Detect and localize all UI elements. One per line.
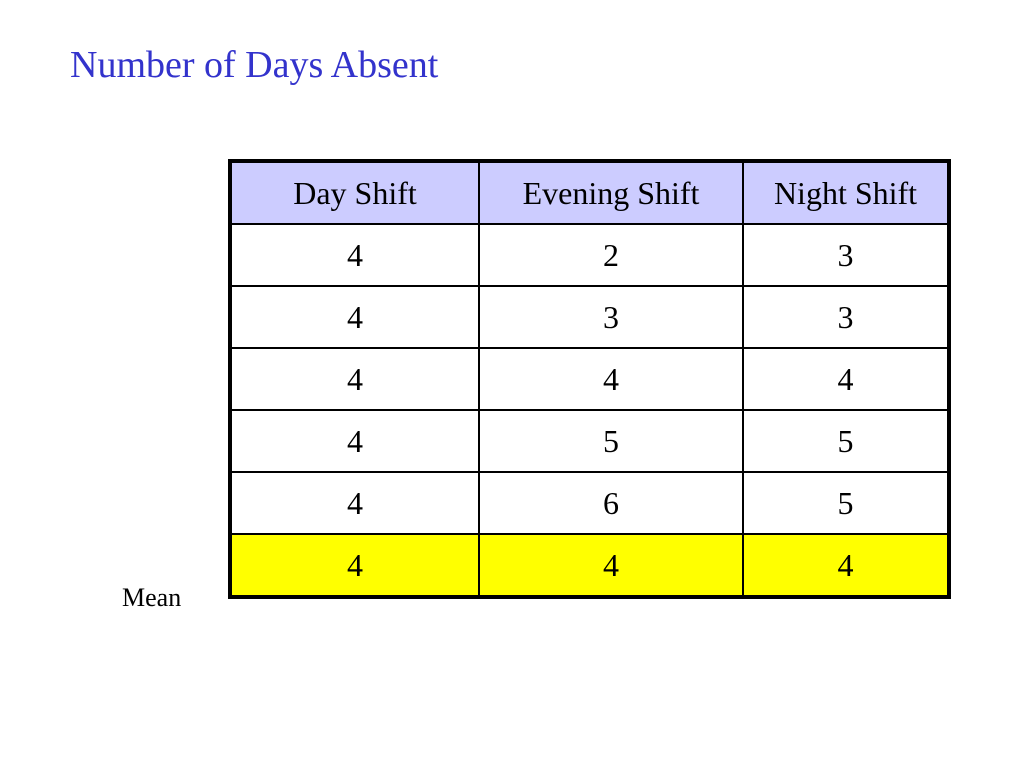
mean-row-label: Mean	[122, 583, 182, 612]
table-cell: 4	[231, 348, 479, 410]
table-cell: 4	[231, 472, 479, 534]
mean-cell-day-shift: 4	[231, 534, 479, 596]
table-row	[231, 286, 948, 348]
table-row	[231, 224, 948, 286]
table-cell: 4	[231, 410, 479, 472]
table-cell: 4	[743, 348, 948, 410]
table-cell: 4	[479, 348, 743, 410]
header-night-shift: Night Shift	[743, 162, 948, 224]
table-row	[231, 348, 948, 410]
table-cell: 5	[743, 472, 948, 534]
table-header-row	[231, 162, 948, 224]
table-row	[231, 410, 948, 472]
table-cell: 2	[479, 224, 743, 286]
table-cell: 3	[479, 286, 743, 348]
table-cell: 3	[743, 224, 948, 286]
table-cell: 3	[743, 286, 948, 348]
mean-cell-night-shift: 4	[743, 534, 948, 596]
header-day-shift: Day Shift	[231, 162, 479, 224]
page-title: Number of Days Absent	[70, 44, 439, 86]
table-cell: 6	[479, 472, 743, 534]
table-row	[231, 472, 948, 534]
table-cell: 4	[231, 286, 479, 348]
mean-row	[231, 534, 948, 596]
table-cell: 5	[743, 410, 948, 472]
table-cell: 4	[231, 224, 479, 286]
mean-cell-evening-shift: 4	[479, 534, 743, 596]
header-evening-shift: Evening Shift	[479, 162, 743, 224]
table-cell: 5	[479, 410, 743, 472]
absence-table	[230, 161, 949, 597]
